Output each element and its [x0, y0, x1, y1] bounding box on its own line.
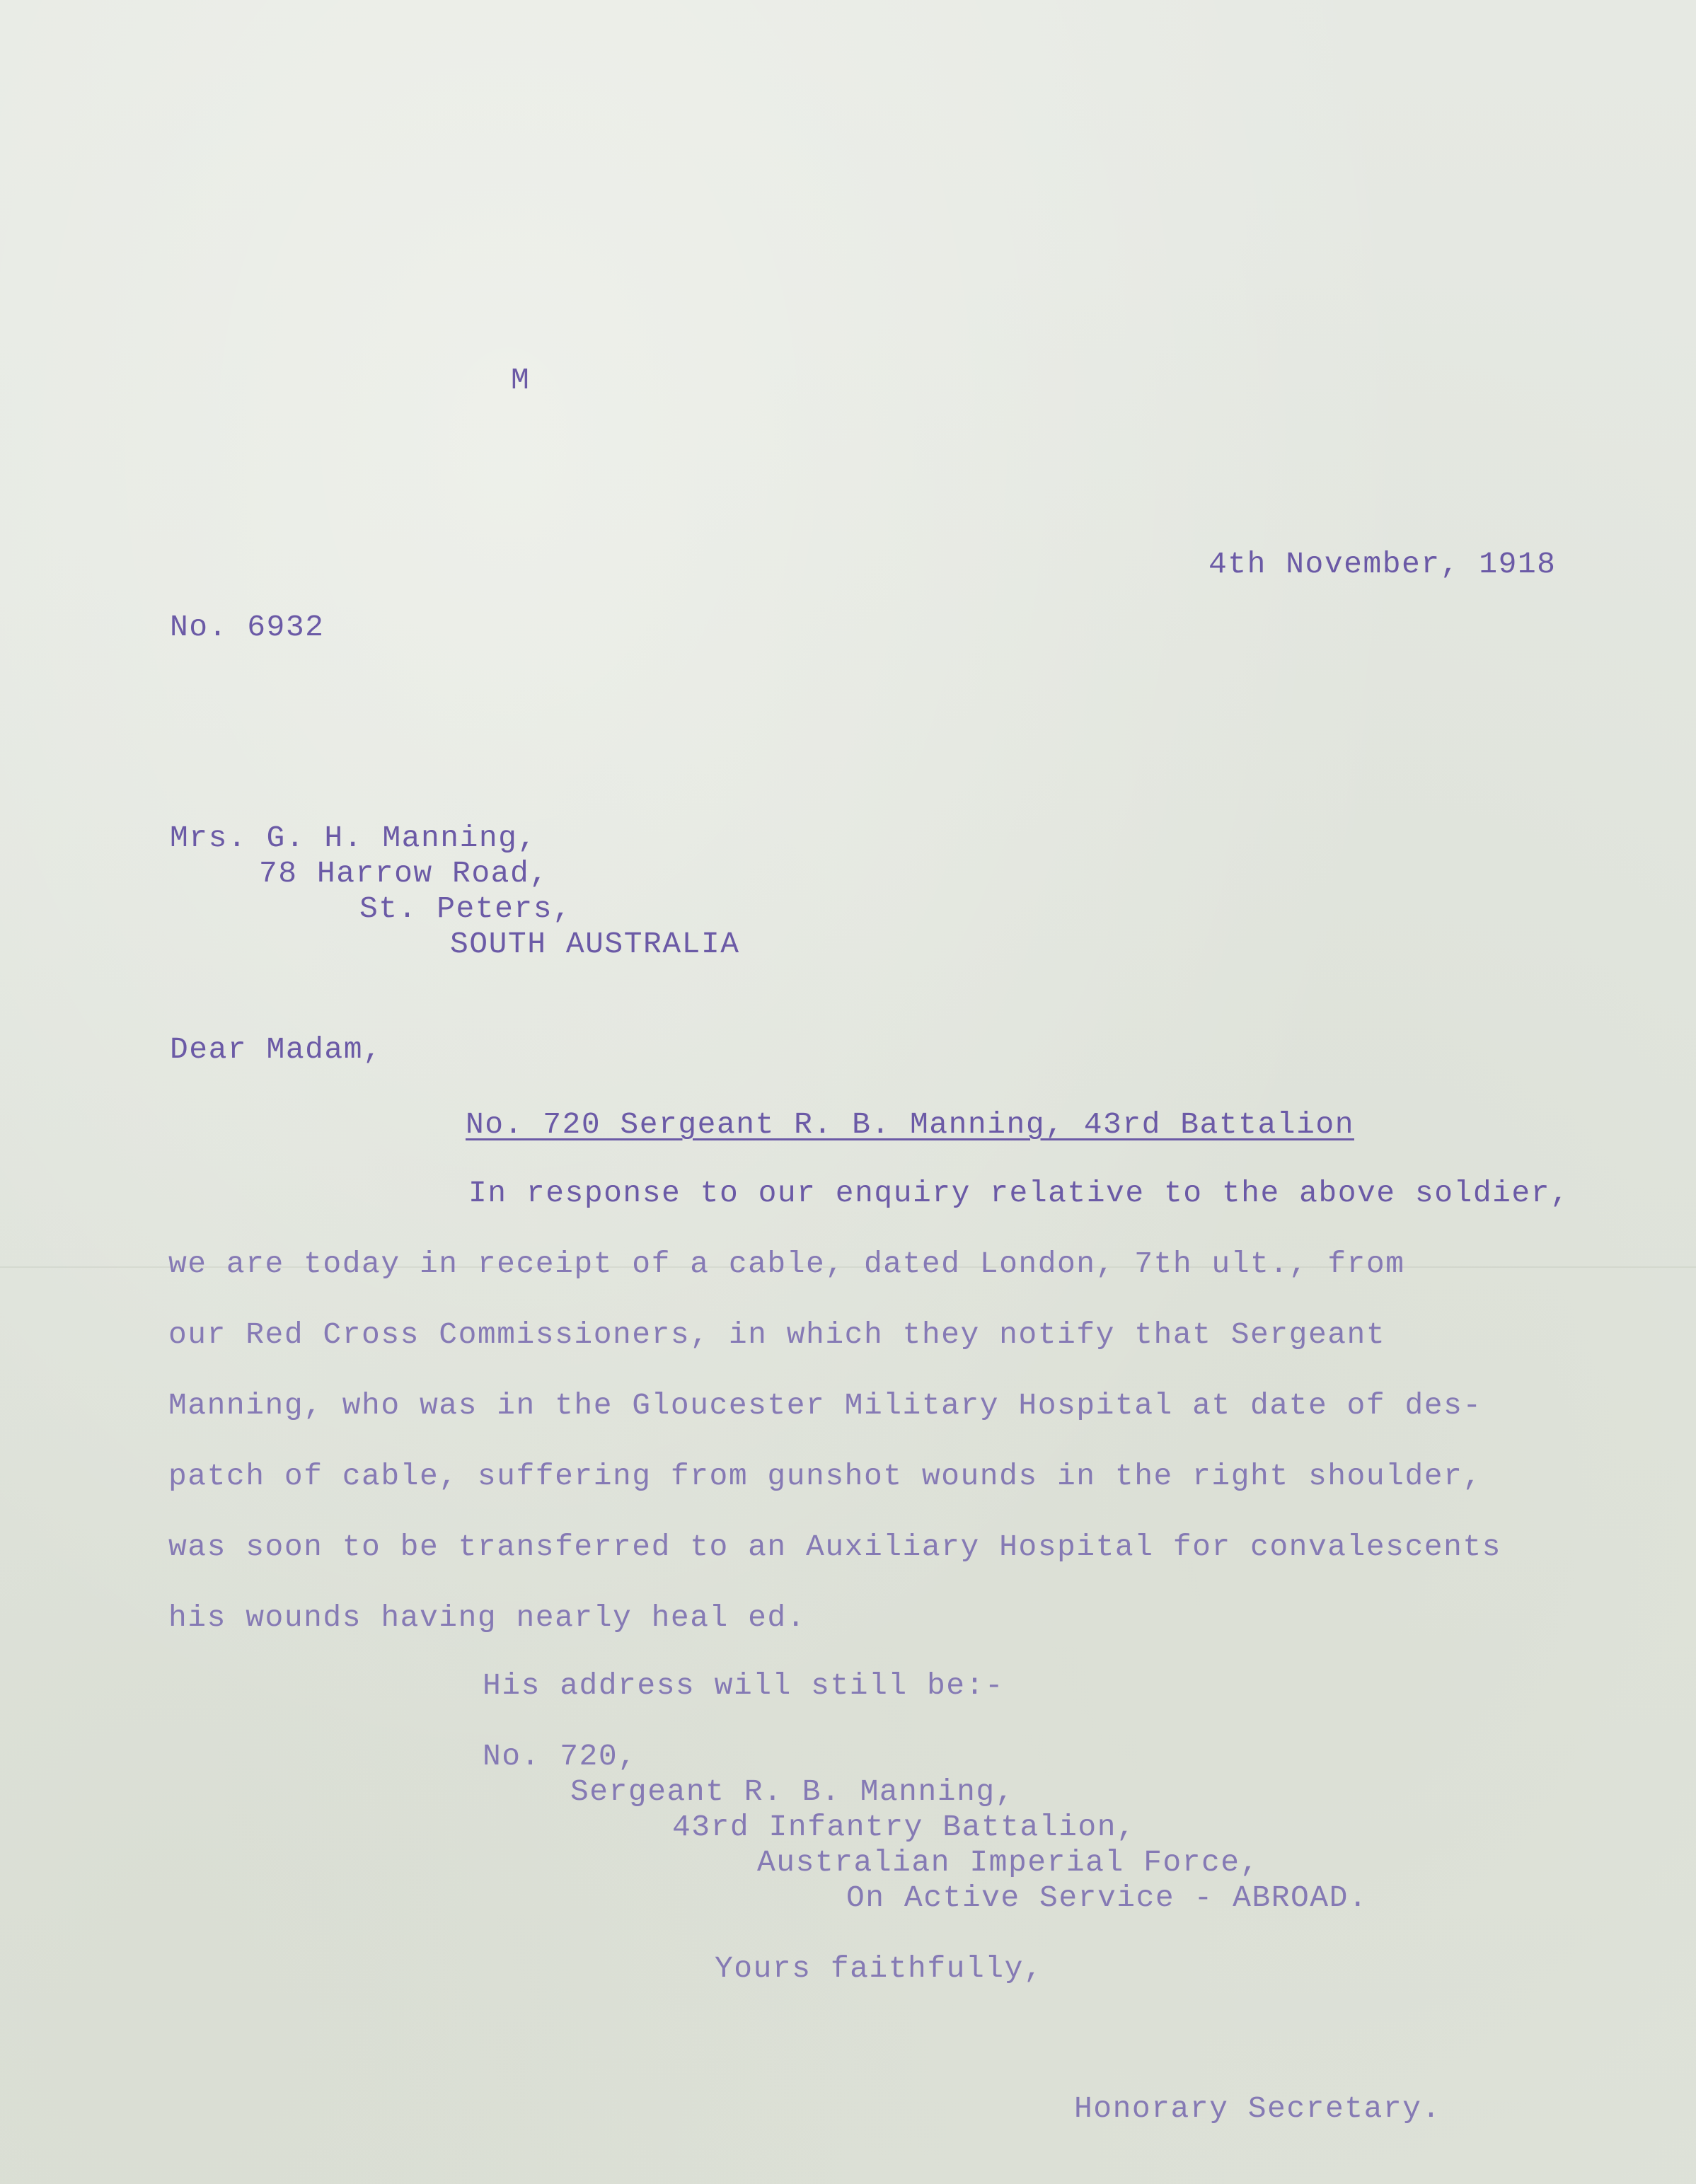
signatory-title: Honorary Secretary. [1074, 2091, 1441, 2126]
body-line: we are today in receipt of a cable, dated London, 7th ult., from [168, 1247, 1405, 1281]
soldier-address-line: Sergeant R. B. Manning, [570, 1774, 1015, 1809]
salutation: Dear Madam, [170, 1032, 383, 1067]
body-line: In response to our enquiry relative to the above soldier, [468, 1176, 1570, 1211]
body-line: patch of cable, suffering from gunshot wounds in the right shoulder, [168, 1459, 1482, 1493]
soldier-address-line: Australian Imperial Force, [757, 1845, 1259, 1880]
recipient-name: Mrs. G. H. Manning, [170, 821, 537, 855]
subject-line: No. 720 Sergeant R. B. Manning, 43rd Battalion [466, 1107, 1354, 1142]
closing: Yours faithfully, [715, 1951, 1044, 1986]
soldier-address-line: 43rd Infantry Battalion, [672, 1810, 1136, 1844]
recipient-street: 78 Harrow Road, [259, 856, 549, 891]
recipient-state: SOUTH AUSTRALIA [450, 927, 740, 961]
body-line: was soon to be transferred to an Auxiliary Hospital for convalescents [168, 1530, 1501, 1564]
reference-number: No. 6932 [170, 610, 325, 645]
recipient-suburb: St. Peters, [359, 891, 572, 926]
body-line: Manning, who was in the Gloucester Military Hospital at date of des- [168, 1388, 1482, 1423]
soldier-address-line: On Active Service - ABROAD. [846, 1880, 1368, 1915]
address-intro: His address will still be:- [483, 1668, 1005, 1703]
body-line: his wounds having nearly heal ed. [168, 1600, 807, 1635]
letter-date: 4th November, 1918 [1208, 547, 1557, 582]
soldier-address-line: No. 720, [483, 1739, 638, 1774]
letter-initial: M [511, 363, 531, 398]
body-line: our Red Cross Commissioners, in which they notify that Sergeant [168, 1317, 1386, 1352]
